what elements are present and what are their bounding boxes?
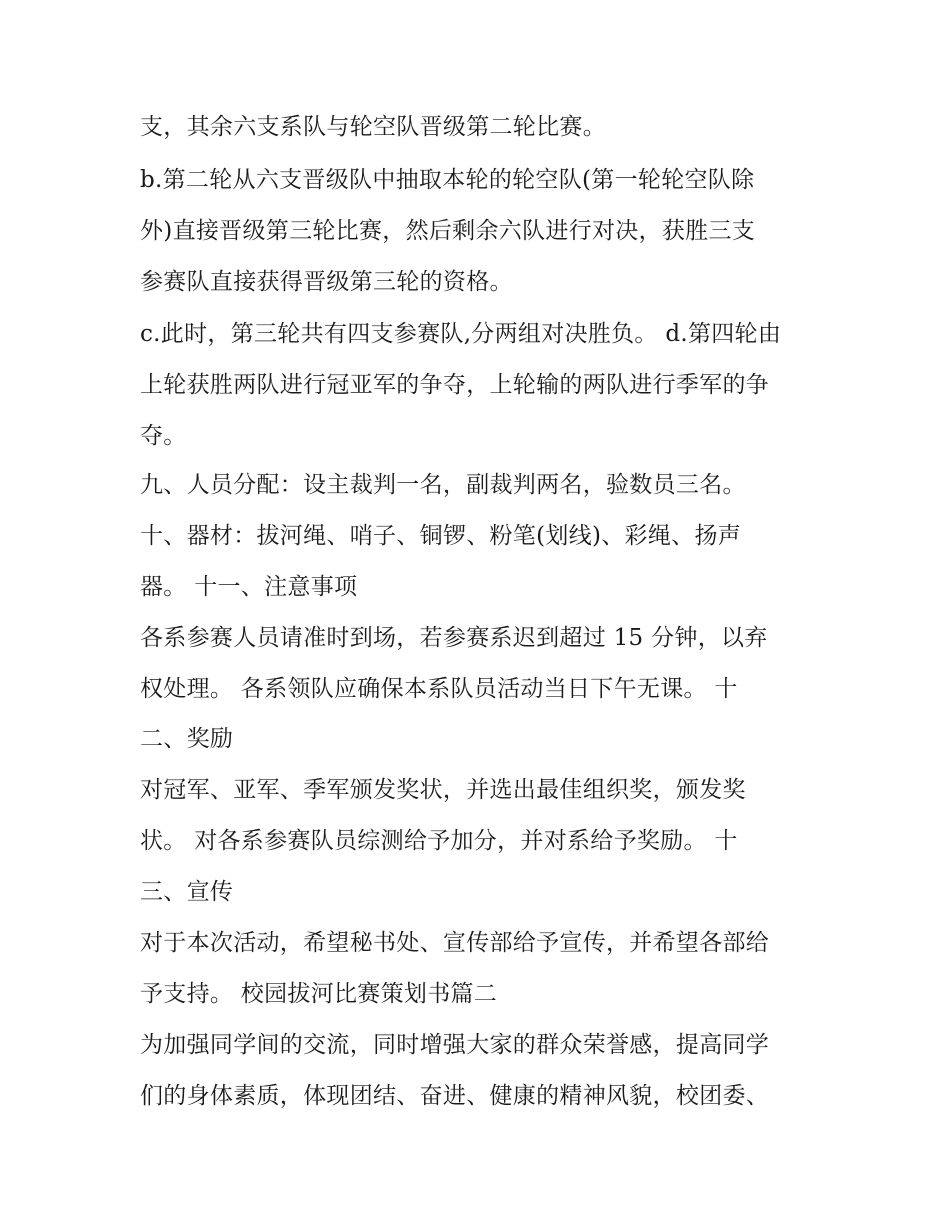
text-line: 们的身体素质，体现团结、奋进、健康的精神风貌，校团委、 [140,1083,770,1109]
text-line: 为加强同学间的交流，同时增强大家的群众荣誉感，提高同学 [140,1032,770,1058]
text-line: 外)直接晋级第三轮比赛，然后剩余六队进行对决，获胜三支 [140,218,756,244]
text-line: 权处理。 各系领队应确保本系队员活动当日下午无课。 十 [140,676,738,702]
text-line: 予支持。 校园拔河比赛策划书篇二 [140,981,498,1007]
text-line: 器。 十一、注意事项 [140,574,358,600]
text-line: 参赛队直接获得晋级第三轮的资格。 [140,269,513,295]
text-line: 对于本次活动，希望秘书处、宣传部给予宣传，并希望各部给 [140,930,770,956]
text-line: 支，其余六支系队与轮空队晋级第二轮比赛。 [140,114,606,140]
text-line: b.第二轮从六支晋级队中抽取本轮的轮空队(第一轮轮空队除 [140,167,755,193]
text-line: 十、器材：拔河绳、哨子、铜锣、粉笔(划线)、彩绳、扬声 [140,523,742,549]
text-line: 三、宣传 [140,879,234,905]
text-line: 各系参赛人员请准时到场，若参赛系迟到超过 15 分钟，以弃 [140,625,768,651]
text-line: 状。 对各系参赛队员综测给予加分，并对系给予奖励。 十 [140,828,738,854]
text-line: 九、人员分配：设主裁判一名，副裁判两名，验数员三名。 [140,472,746,498]
text-line: 夺。 [140,423,187,449]
text-line: c.此时，第三轮共有四支参赛队,分两组对决胜负。 d.第四轮由 [140,321,782,347]
text-line: 上轮获胜两队进行冠亚军的争夺，上轮输的两队进行季军的争 [140,372,770,398]
text-line: 二、奖励 [140,726,234,752]
text-line: 对冠军、亚军、季军颁发奖状，并选出最佳组织奖，颁发奖 [140,777,746,803]
